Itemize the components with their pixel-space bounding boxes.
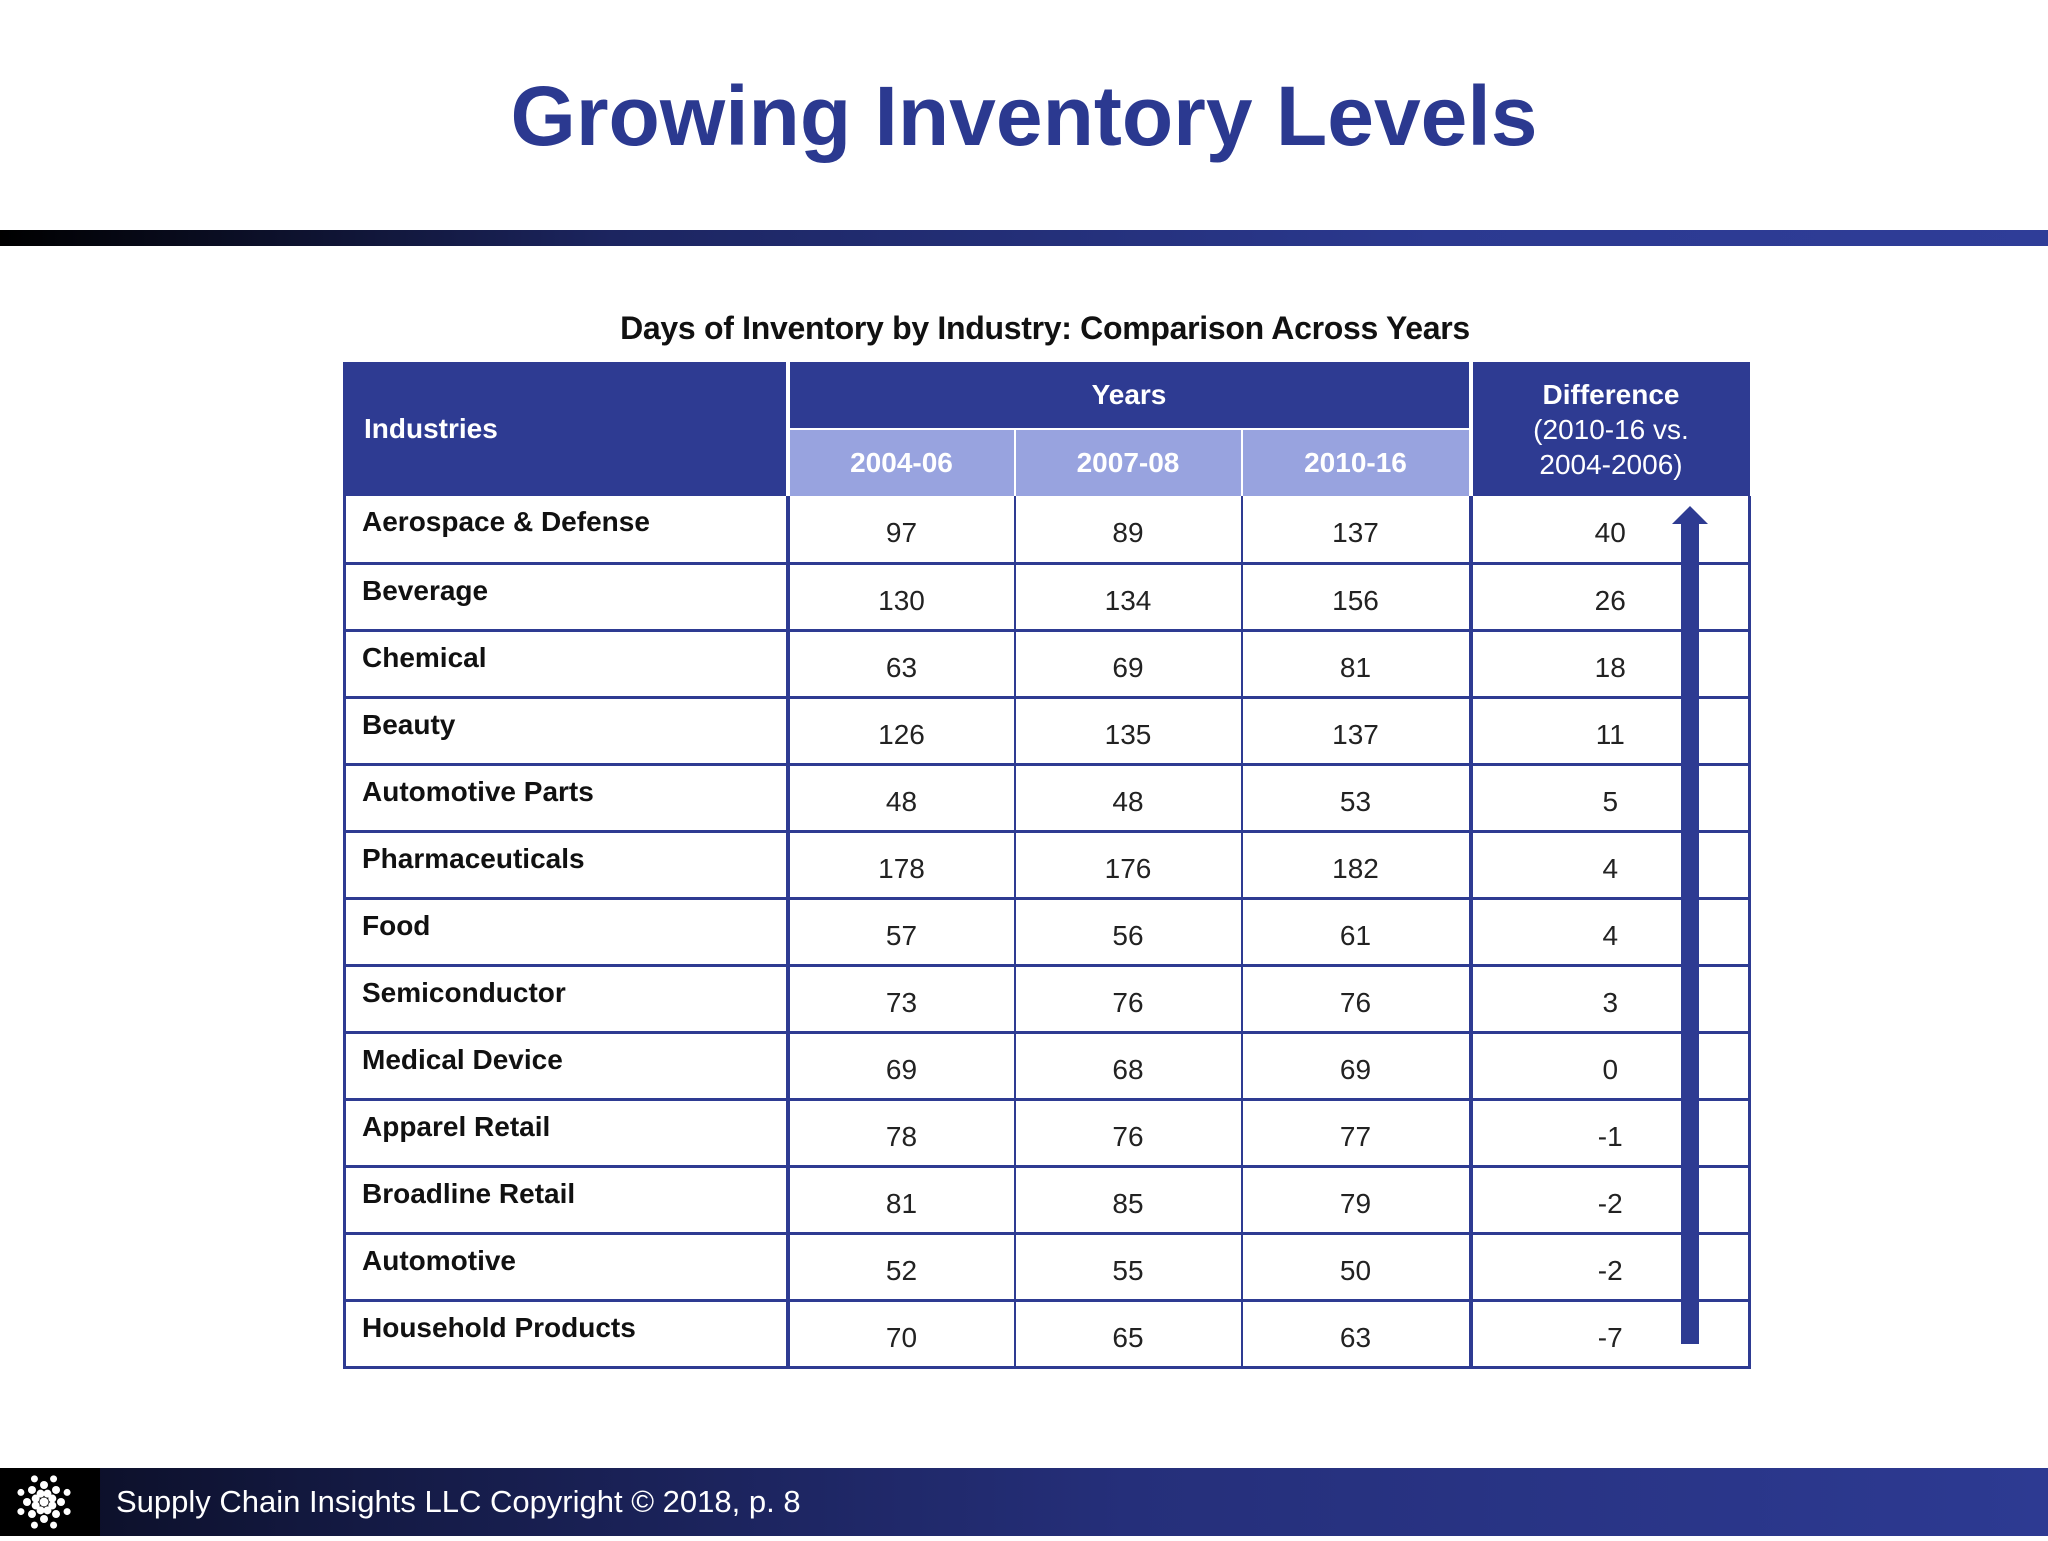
industry-cell: Pharmaceuticals: [345, 831, 788, 898]
value-2004-06-cell: 73: [788, 965, 1015, 1032]
value-2004-06-cell: 70: [788, 1300, 1015, 1367]
value-2007-08-cell: 176: [1015, 831, 1242, 898]
table-row: [345, 965, 1750, 1032]
table-row: [345, 1032, 1750, 1099]
value-2007-08-cell: 135: [1015, 697, 1242, 764]
value-2010-16-cell: 137: [1242, 496, 1471, 563]
value-2007-08-cell: 69: [1015, 630, 1242, 697]
value-2007-08-cell: 76: [1015, 1099, 1242, 1166]
industry-cell: Semiconductor: [345, 965, 788, 1032]
header-industries: Industries: [345, 362, 788, 496]
value-2010-16-cell: 156: [1242, 563, 1471, 630]
value-2004-06-cell: 57: [788, 898, 1015, 965]
value-2010-16-cell: 81: [1242, 630, 1471, 697]
table-body: [345, 496, 1750, 1367]
value-2007-08-cell: 134: [1015, 563, 1242, 630]
value-2007-08-cell: 48: [1015, 764, 1242, 831]
industry-cell: Automotive Parts: [345, 764, 788, 831]
difference-cell: 4: [1471, 831, 1750, 898]
inventory-table: [343, 362, 1751, 1369]
value-2004-06-cell: 78: [788, 1099, 1015, 1166]
difference-cell: -1: [1471, 1099, 1750, 1166]
value-2004-06-cell: 63: [788, 630, 1015, 697]
table-row: [345, 1233, 1750, 1300]
table-row: [345, 496, 1750, 563]
footer-bar: [0, 1468, 2048, 1536]
value-2007-08-cell: 56: [1015, 898, 1242, 965]
industry-cell: Food: [345, 898, 788, 965]
value-2010-16-cell: 53: [1242, 764, 1471, 831]
difference-cell: -7: [1471, 1300, 1750, 1367]
value-2004-06-cell: 52: [788, 1233, 1015, 1300]
table-row: [345, 697, 1750, 764]
industry-cell: Broadline Retail: [345, 1166, 788, 1233]
difference-cell: 11: [1471, 697, 1750, 764]
table-row: [345, 1099, 1750, 1166]
value-2010-16-cell: 61: [1242, 898, 1471, 965]
header-years: Years: [788, 362, 1471, 429]
value-2010-16-cell: 77: [1242, 1099, 1471, 1166]
header-difference-line3: 2004-2006): [1539, 448, 1683, 480]
value-2004-06-cell: 81: [788, 1166, 1015, 1233]
value-2010-16-cell: 63: [1242, 1300, 1471, 1367]
value-2007-08-cell: 76: [1015, 965, 1242, 1032]
value-2004-06-cell: 178: [788, 831, 1015, 898]
table-row: [345, 1166, 1750, 1233]
header-difference: [1471, 362, 1750, 496]
difference-cell: -2: [1471, 1166, 1750, 1233]
industry-cell: Beauty: [345, 697, 788, 764]
industry-cell: Aerospace & Defense: [345, 496, 788, 563]
value-2004-06-cell: 126: [788, 697, 1015, 764]
table-caption: Days of Inventory by Industry: Comparison Across Years: [620, 310, 1470, 346]
value-2007-08-cell: 65: [1015, 1300, 1242, 1367]
difference-cell: 5: [1471, 764, 1750, 831]
value-2004-06-cell: 48: [788, 764, 1015, 831]
value-2004-06-cell: 130: [788, 563, 1015, 630]
value-2007-08-cell: 55: [1015, 1233, 1242, 1300]
difference-cell: 26: [1471, 563, 1750, 630]
difference-cell: 4: [1471, 898, 1750, 965]
header-year-2007-08: 2007-08: [1015, 429, 1242, 496]
value-2010-16-cell: 137: [1242, 697, 1471, 764]
header-year-2004-06: 2004-06: [788, 429, 1015, 496]
title-divider: [0, 230, 2048, 246]
industry-cell: Medical Device: [345, 1032, 788, 1099]
value-2007-08-cell: 89: [1015, 496, 1242, 563]
header-year-2010-16: 2010-16: [1242, 429, 1471, 496]
table-row: [345, 630, 1750, 697]
starburst-logo-icon: [0, 1468, 100, 1536]
difference-cell: 3: [1471, 965, 1750, 1032]
table-row: [345, 1300, 1750, 1367]
difference-cell: 0: [1471, 1032, 1750, 1099]
value-2004-06-cell: 69: [788, 1032, 1015, 1099]
table-row: [345, 563, 1750, 630]
footer-copyright: Supply Chain Insights LLC Copyright © 2018, p. 8: [116, 1484, 801, 1519]
value-2007-08-cell: 68: [1015, 1032, 1242, 1099]
table-row: [345, 831, 1750, 898]
slide-title: Growing Inventory Levels: [510, 69, 1538, 163]
value-2010-16-cell: 182: [1242, 831, 1471, 898]
value-2010-16-cell: 76: [1242, 965, 1471, 1032]
industry-cell: Household Products: [345, 1300, 788, 1367]
difference-cell: 40: [1471, 496, 1750, 563]
value-2007-08-cell: 85: [1015, 1166, 1242, 1233]
industry-cell: Chemical: [345, 630, 788, 697]
value-2010-16-cell: 50: [1242, 1233, 1471, 1300]
value-2010-16-cell: 79: [1242, 1166, 1471, 1233]
difference-cell: 18: [1471, 630, 1750, 697]
difference-cell: -2: [1471, 1233, 1750, 1300]
header-difference-line2: (2010-16 vs.: [1533, 413, 1689, 445]
industry-cell: Beverage: [345, 563, 788, 630]
value-2004-06-cell: 97: [788, 496, 1015, 563]
industry-cell: Automotive: [345, 1233, 788, 1300]
value-2010-16-cell: 69: [1242, 1032, 1471, 1099]
table-row: [345, 898, 1750, 965]
industry-cell: Apparel Retail: [345, 1099, 788, 1166]
header-difference-line1: Difference: [1542, 378, 1680, 410]
increase-arrow-icon: [1672, 506, 1708, 1344]
table-row: [345, 764, 1750, 831]
